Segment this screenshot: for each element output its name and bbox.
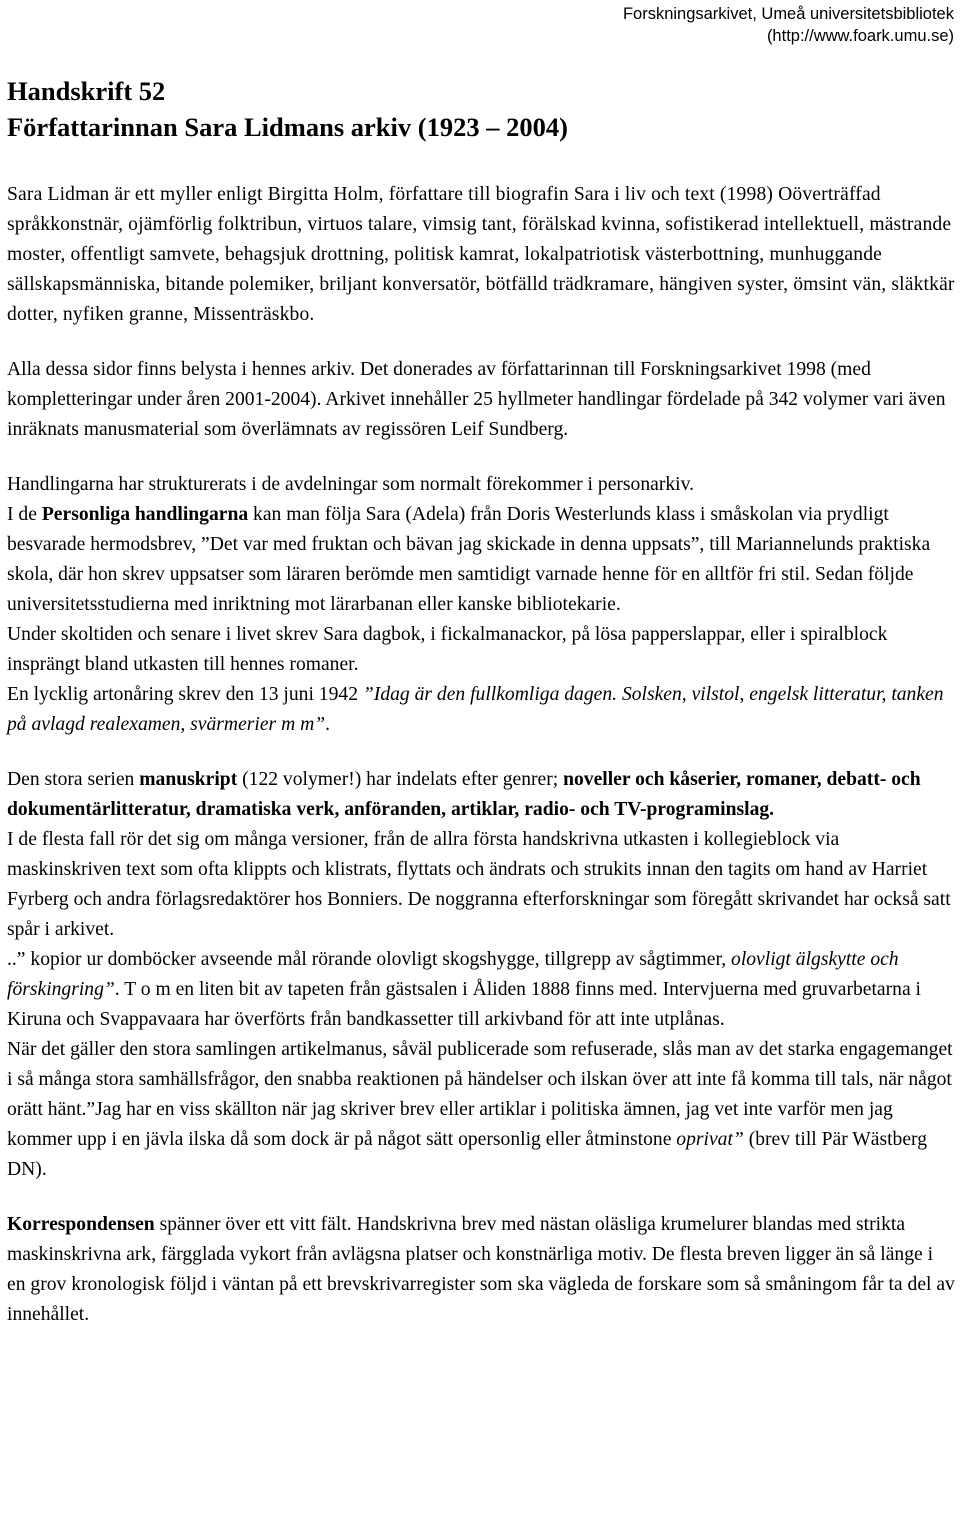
- archive-title: Författarinnan Sara Lidmans arkiv (1923 – 2004): [7, 112, 568, 142]
- articles-paragraph: När det gäller den stora samlingen artikelmanus, såväl publicerade som refuserade, slås man av det starka engagemanget i så många stora samhällsfrågor, den snabba reaktionen på händelser och ilskan över att inte få komma till tals, när något orätt hänt.”Jag har en viss skällton när jag skriver brev eller artiklar i politiska ämnen, jag vet inte varför men jag kommer upp i en jävla ilska då som dock är på något sätt opersonlig eller åtminstone oprivat” (brev till Pär Wästberg DN).: [7, 1039, 953, 1180]
- page-heading: [7, 73, 568, 145]
- correspondence-paragraph: Korrespondensen spänner över ett vitt fält. Handskrivna brev med nästan oläsliga krumelurer blandas med strikta maskinskrivna ark, färgglada vykort från avlägsna platser och konstnärliga motiv. De flesta breven ligger än så länge i en grov kronologisk följd i väntan på ett brevskrivarregister som ska vägleda de forskare som så småningom får ta del av innehållet.: [7, 1214, 955, 1325]
- document-body: [7, 180, 955, 1330]
- archive-url: (http://www.foark.umu.se): [766, 27, 954, 45]
- manuscripts-heading: manuskript: [139, 769, 238, 790]
- versions-paragraph: I de flesta fall rör det sig om många versioner, från de allra första handskrivna utkasten i kollegieblock via maskinskriven text som ofta klippts och klistrats, flyttats och ändrats och strukits innan den tagits om hand av Harriet Fyrberg och andra förlagsredaktörer hos Bonniers. De noggranna efterforskningar som föregått skrivandet har också satt spår i arkivet.: [7, 829, 951, 940]
- structure-paragraph: Handlingarna har strukturerats i de avdelningar som normalt förekommer i personarkiv.: [7, 474, 695, 495]
- genre-list: noveller och kåserier, romaner, debatt- och dokumentärlitteratur, dramatiska verk, anföranden, artiklar, radio- och TV-programinslag.: [7, 769, 921, 820]
- articles-quote: oprivat”: [676, 1129, 744, 1150]
- archive-source: [623, 3, 954, 47]
- teen-diary-paragraph: En lycklig artonåring skrev den 13 juni 1942 ”Idag är den fullkomliga dagen. Solsken, vilstol, engelsk litteratur, tanken på avlagd realexamen, svärmerier m m”.: [7, 684, 944, 735]
- manuscripts-paragraph: Den stora serien manuskript (122 volymer!) har indelats efter genrer; noveller och kåserier, romaner, debatt- och dokumentärlitteratur, dramatiska verk, anföranden, artiklar, radio- och TV-programinslag.: [7, 769, 921, 820]
- research-quote: olovligt älgskytte och förskingring”: [7, 949, 899, 1000]
- archive-name: Forskningsarkivet, Umeå universitetsbibliotek: [622, 5, 954, 23]
- intro-paragraph: Sara Lidman är ett myller enligt Birgitta Holm, författare till biografin Sara i liv och text (1998) Oöverträffad språkkonstnär, ojämförlig folktribun, virtuos talare, vimsig tant, förälskad kvinna, sofistikerad intellektuell, mästrande moster, offentligt samvete, behagsjuk drottning, politisk kamrat, lokalpatriotisk västerbottning, munhuggande sällskapsmänniska, bitande polemiker, briljant konversatör, bötfälld trädkramare, hängiven syster, ömsint vän, släktkär dotter, nyfiken granne, Missenträskbo.: [7, 184, 955, 325]
- diaries-paragraph: Under skoltiden och senare i livet skrev Sara dagbok, i fickalmanackor, på lösa papperslappar, eller i spiralblock insprängt bland utkasten till hennes romaner.: [7, 624, 888, 675]
- personal-paragraph: I de Personliga handlingarna kan man följa Sara (Adela) från Doris Westerlunds klass i småskolan via prydligt besvarade hermodsbrev, ”Det var med fruktan och bävan jag skickade in denna uppsats”, till Mariannelunds praktiska skola, där hon skrev uppsatser som läraren berömde men samtidigt varnade henne för en alltför fri stil. Sedan följde universitetsstudierna med inriktning mot lärarbanan eller kanske bibliotekarie.: [7, 504, 931, 615]
- archive-paragraph: Alla dessa sidor finns belysta i hennes arkiv. Det donerades av författarinnan till Forskningsarkivet 1998 (med kompletteringar under åren 2001-2004). Arkivet innehåller 25 hyllmeter handlingar fördelade på 342 volymer vari även inräknats manusmaterial som överlämnats av regissören Leif Sundberg.: [7, 359, 946, 440]
- manuscript-number: Handskrift 52: [7, 76, 166, 106]
- research-paragraph: ..” kopior ur domböcker avseende mål rörande olovligt skogshygge, tillgrepp av sågtimmer, olovligt älgskytte och förskingring”. T o m en liten bit av tapeten från gästsalen i Åliden 1888 finns med. Intervjuerna med gruvarbetarna i Kiruna och Svappavaara har överförts från bandkassetter till arkivband för att inte utplånas.: [7, 949, 921, 1030]
- diary-quote: ”Idag är den fullkomliga dagen. Solsken, vilstol, engelsk litteratur, tanken på avlagd realexamen, svärmerier m m”: [7, 684, 944, 735]
- personal-heading: Personliga handlingarna: [41, 504, 249, 525]
- correspondence-heading: Korrespondensen: [7, 1214, 155, 1235]
